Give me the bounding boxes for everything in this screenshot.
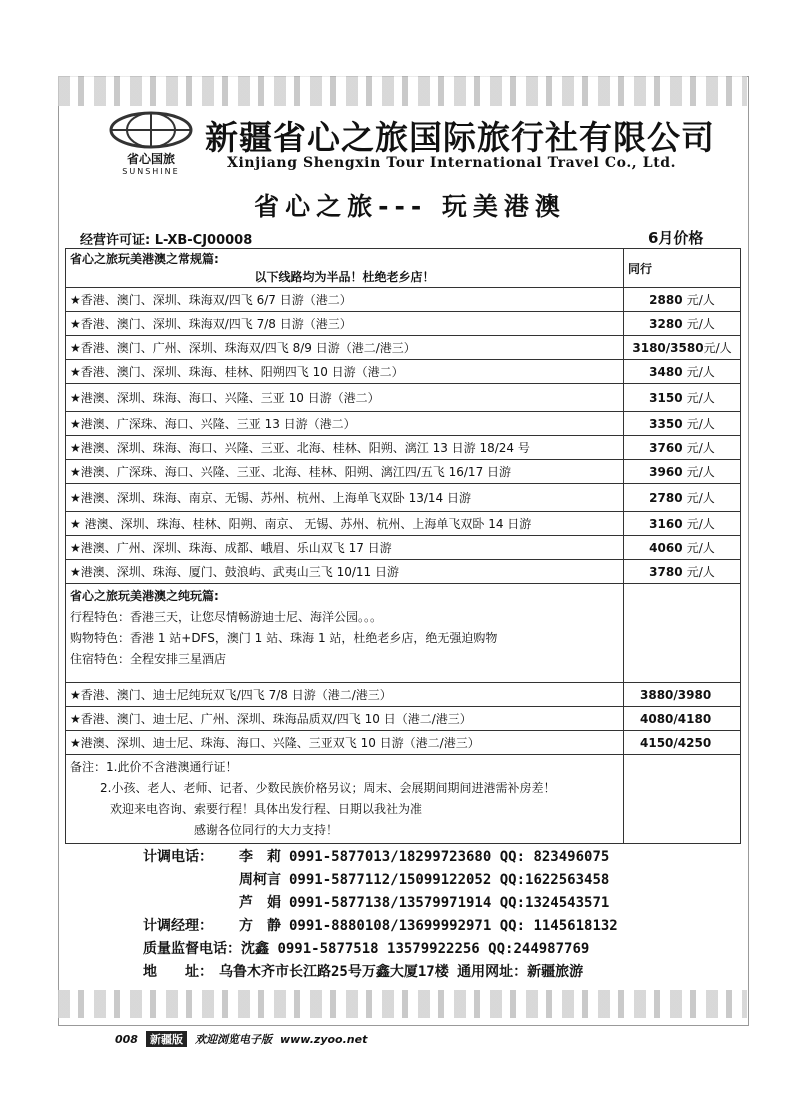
table-row [66,460,741,484]
pure-feature: 行程特色：香港三天，让您尽情畅游迪士尼、海洋公园。。。 [70,610,383,624]
route-name: ★港澳、广深珠、海口、兴隆、三亚 13 日游（港二） [66,412,624,436]
table-row [66,288,741,312]
empty-cell [624,584,741,683]
price-column-header: 同行 [624,249,741,288]
route-price: 4080/4180 [624,707,741,731]
route-price: 4060 元/人 [624,536,741,560]
table-row [66,484,741,512]
pure-section [66,584,624,683]
table-row [66,336,741,360]
contact-row: 地 址： 乌鲁木齐市长江路25号万鑫大厦17楼 通用网址：新疆旅游 [143,964,584,980]
route-name: ★港澳、广州、深圳、珠海、成都、峨眉、乐山双飞 17 日游 [66,536,624,560]
route-price: 3180/3580元/人 [624,336,741,360]
route-name: ★港澳、深圳、珠海、南京、无锡、苏州、杭州、上海单飞双卧 13/14 日游 [66,484,624,512]
table-row [66,560,741,584]
edition-tag: 新疆版 [146,1031,187,1047]
company-logo [103,108,199,176]
route-price: 2780 元/人 [624,484,741,512]
remark-line: 感谢各位同行的大力支持！ [194,823,339,837]
remarks [66,755,624,844]
route-name: ★港澳、深圳、珠海、厦门、鼓浪屿、武夷山三飞 10/11 日游 [66,560,624,584]
route-name: ★香港、澳门、广州、深圳、珠海双/四飞 8/9 日游（港二/港三） [66,336,624,360]
table-row [66,312,741,336]
slogan-title: 省心之旅--- 玩美港澳 [254,192,566,221]
logo-cn-text: 省心国旅 [126,152,176,166]
route-price: 2880 元/人 [624,288,741,312]
regular-header [66,249,624,288]
price-table [65,248,741,844]
pure-title: 省心之旅玩美港澳之纯玩篇: [70,589,219,603]
route-name: ★香港、澳门、深圳、珠海双/四飞 6/7 日游（港二） [66,288,624,312]
route-price: 3160 元/人 [624,512,741,536]
route-name: ★港澳、广深珠、海口、兴隆、三亚、北海、桂林、阳朔、漓江四/五飞 16/17 日游 [66,460,624,484]
contact-row: 计调电话： 李 莉 0991-5877013/18299723680 QQ: 823496075 [143,849,610,865]
table-row [66,384,741,412]
route-name: ★港澳、深圳、珠海、海口、兴隆、三亚、北海、桂林、阳朔、漓江 13 日游 18/24 号 [66,436,624,460]
pure-feature: 购物特色：香港 1 站+DFS，澳门 1 站、珠海 1 站，杜绝老乡店，绝无强迫购物 [70,631,498,645]
pure-section-row [66,584,741,683]
remarks-row [66,755,741,844]
pure-feature: 住宿特色：全程安排三星酒店 [70,652,227,666]
route-name: ★香港、澳门、迪士尼、广州、深圳、珠海品质双/四飞 10 日（港二/港三） [66,707,624,731]
route-name: ★香港、澳门、迪士尼纯玩双飞/四飞 7/8 日游（港二/港三） [66,683,624,707]
contact-row: 质量监督电话：沈鑫 0991-5877518 13579922256 QQ:244987769 [143,941,590,957]
footer-site-link[interactable]: www.zyoo.net [279,1032,368,1046]
route-price: 3280 元/人 [624,312,741,336]
regular-title: 省心之旅玩美港澳之常规篇: [70,252,219,266]
route-price: 3780 元/人 [624,560,741,584]
route-price: 3350 元/人 [624,412,741,436]
table-row [66,707,741,731]
contact-row: 芦 娟 0991-5877138/13579971914 QQ:1324543571 [239,895,610,911]
route-name: ★香港、澳门、深圳、珠海、桂林、阳朔四飞 10 日游（港二） [66,360,624,384]
company-name-en: Xinjiang Shengxin Tour International Travel Co., Ltd. [227,155,677,171]
table-row [66,436,741,460]
route-name: ★ 港澳、深圳、珠海、桂林、阳朔、南京、 无锡、苏州、杭州、上海单飞双卧 14 日游 [66,512,624,536]
table-row [66,512,741,536]
regular-header-row [66,249,741,288]
decorative-strip-top [58,76,747,106]
page-footer [115,1031,367,1047]
route-name: ★港澳、深圳、珠海、海口、兴隆、三亚 10 日游（港二） [66,384,624,412]
table-row [66,360,741,384]
remark-line: 欢迎来电咨询、索要行程！具体出发行程、日期以我社为准 [110,802,423,816]
company-name-cn: 新疆省心之旅国际旅行社有限公司 [205,118,715,157]
remark-line: 备注：1.此价不含港澳通行证！ [70,760,238,774]
contact-row: 计调经理： 方 静 0991-8880108/13699992971 QQ: 1145618132 [143,918,618,934]
contact-row: 周柯言 0991-5877112/15099122052 QQ:1622563458 [239,872,610,888]
table-row [66,536,741,560]
table-row [66,683,741,707]
contact-block [143,846,618,984]
decorative-strip-bottom [58,990,747,1018]
route-name: ★港澳、深圳、迪士尼、珠海、海口、兴隆、三亚双飞 10 日游（港二/港三） [66,731,624,755]
page-number: 008 [115,1032,138,1046]
route-price: 3880/3980 [624,683,741,707]
logo-en-text: SUNSHINE [122,167,180,176]
remark-line: 2.小孩、老人、老师、记者、少数民族价格另议；周末、会展期间期间进港需补房差！ [100,781,556,795]
empty-cell [624,755,741,844]
footer-text: 欢迎浏览电子版 [194,1033,272,1046]
route-name: ★香港、澳门、深圳、珠海双/四飞 7/8 日游（港三） [66,312,624,336]
route-price: 4150/4250 [624,731,741,755]
license-number: 经营许可证: L-XB-CJ00008 [80,233,253,248]
month-price-label: 6月价格 [648,229,704,247]
table-row [66,412,741,436]
route-price: 3760 元/人 [624,436,741,460]
regular-note: 以下线路均为半品！杜绝老乡店！ [254,270,435,284]
route-price: 3150 元/人 [624,384,741,412]
route-price: 3480 元/人 [624,360,741,384]
route-price: 3960 元/人 [624,460,741,484]
table-row [66,731,741,755]
